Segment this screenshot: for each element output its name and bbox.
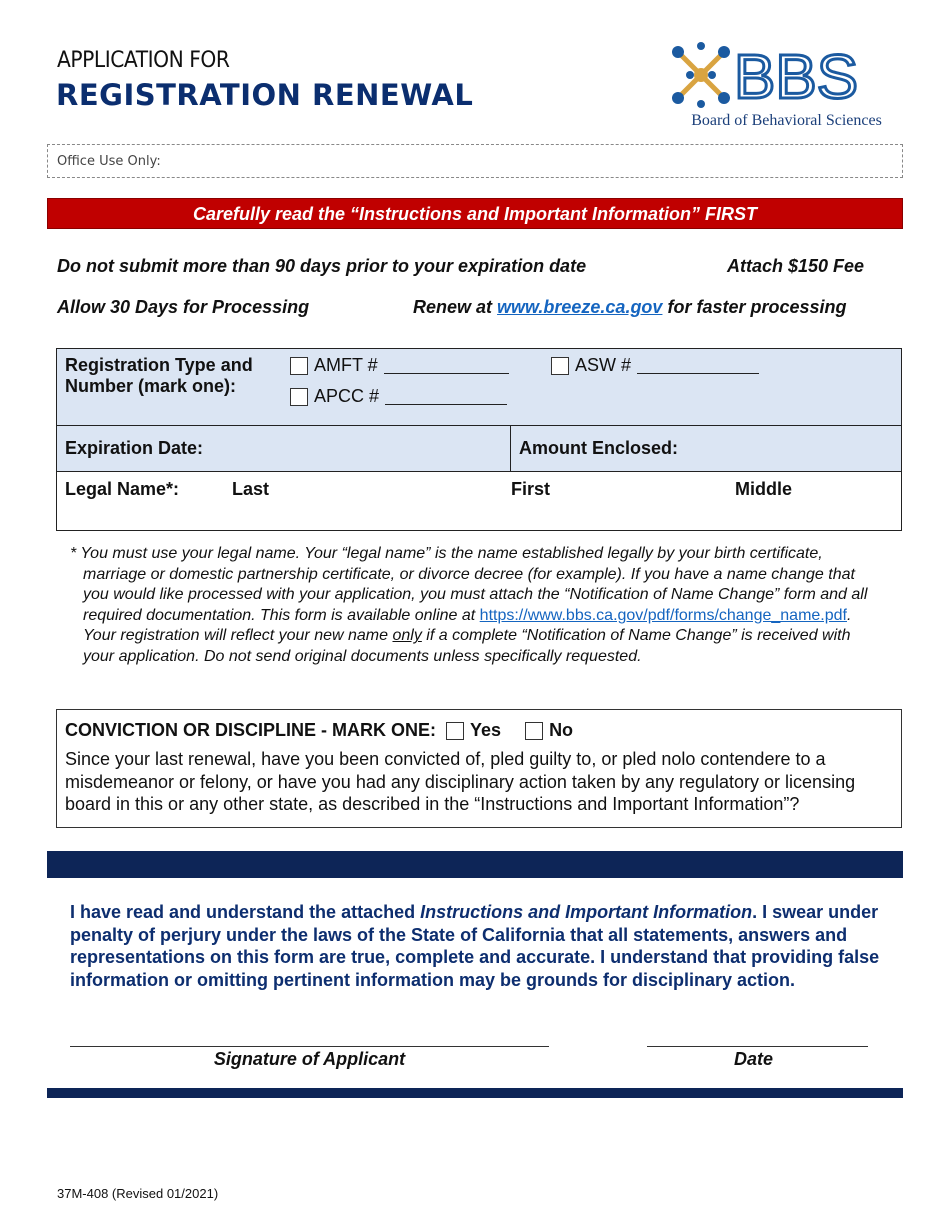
conviction-heading [65,720,573,741]
conviction-no-label: No [549,720,574,740]
form-number: 37M-408 (Revised 01/2021) [57,1186,219,1201]
declaration-part1: I have read and understand the attached [70,902,416,922]
asw-number-field[interactable] [637,358,759,374]
apcc-number-field[interactable] [385,389,507,405]
fee-note: Attach $150 Fee [727,256,865,276]
footnote-part1: * You must use your legal name. Your “legal name” is the name established legally by your birth certificate, marriage or domestic partnership certificate, or divorce decree (for example). If you have a name change that you would like processed with your application, you must attach the “Notification of Name Change” form and all required documentation. This form is available online at [70,545,868,624]
conviction-heading-text: CONVICTION OR DISCIPLINE - MARK ONE: [65,720,437,740]
footnote-only: only [392,627,422,645]
amft-number-field[interactable] [384,358,509,374]
renew-prefix: Renew at [413,297,493,317]
signature-label: Signature of Applicant [213,1049,406,1069]
cell-divider [510,426,511,472]
bbs-logo [670,40,905,135]
renew-online-note [413,297,847,318]
footnote-part3: if a complete “Notification of Name Change” is received with your application. Do not send original documents unless specifically requested. [83,627,851,665]
change-name-form-link[interactable]: https://www.bbs.ca.gov/pdf/forms/change_name.pdf [479,606,847,624]
asw-label: ASW # [575,355,632,375]
amft-label: AMFT # [314,355,378,375]
amft-option[interactable] [290,355,509,376]
asw-option[interactable] [551,355,759,376]
perjury-declaration [70,901,900,991]
apcc-label: APCC # [314,386,380,406]
instructions-banner [47,198,903,229]
registration-type-label-line2: Number (mark one): [65,376,237,396]
footnote-paragraph [70,544,880,668]
conviction-yes-checkbox[interactable] [446,722,464,740]
submission-window-note: Do not submit more than 90 days prior to your expiration date [57,256,587,276]
registration-type-row [57,349,901,426]
amount-enclosed-label: Amount Enclosed: [519,438,679,458]
legal-name-label: Legal Name*: [65,479,180,499]
breeze-link[interactable]: www.breeze.ca.gov [497,297,663,317]
logo-subtitle: Board of Behavioral Sciences [691,112,882,129]
legal-name-footnote [70,544,880,668]
logo-text: BBS [734,43,859,112]
registration-form-table [56,348,902,531]
bottom-divider-band [47,1088,903,1098]
expiration-row [57,426,901,472]
declaration-italic: Instructions and Important Information [420,902,753,922]
processing-time-note: Allow 30 Days for Processing [57,297,310,317]
office-use-box [47,144,903,178]
title-line1: APPLICATION FOR [57,48,230,73]
instructions-banner-text: Carefully read the “Instructions and Important Information” FIRST [192,204,758,224]
date-label: Date [733,1049,773,1069]
legal-name-row[interactable] [57,472,901,530]
asw-checkbox[interactable] [551,357,569,375]
last-name-label: Last [232,479,270,499]
registration-type-label [65,355,253,397]
amft-checkbox[interactable] [290,357,308,375]
declaration-part2: . I swear under penalty of perjury under the laws of the State of California that all statements, answers and representations on this form are true, complete and accurate. I understand that providing false information or omitting pertinent information may be grounds for disciplinary action. [70,902,880,990]
conviction-yes-label: Yes [470,720,502,740]
first-name-label: First [511,479,551,499]
office-use-label: Office Use Only: [57,154,161,169]
expiration-date-label: Expiration Date: [65,438,204,458]
footnote-part2: . Your registration will reflect your new name [83,606,852,645]
conviction-section [56,709,902,828]
conviction-question: Since your last renewal, have you been convicted of, pled guilty to, or pled nolo contendere to a misdemeanor or felony, or have you had any disciplinary action taken by any regulatory or licensing board in this or any other state, as described in the “Instructions and Important Information”? [65,749,856,814]
signature-line[interactable] [70,1046,549,1047]
middle-name-label: Middle [735,479,792,499]
renew-suffix: for faster processing [667,297,847,317]
date-line[interactable] [647,1046,868,1047]
section-divider-band [47,851,903,878]
conviction-no-checkbox[interactable] [525,722,543,740]
page-title: REGISTRATION RENEWAL [56,78,474,112]
registration-type-label-line1: Registration Type and [65,355,253,375]
apcc-checkbox[interactable] [290,388,308,406]
bbs-logo-mark-icon [670,40,905,112]
apcc-option[interactable] [290,386,507,407]
